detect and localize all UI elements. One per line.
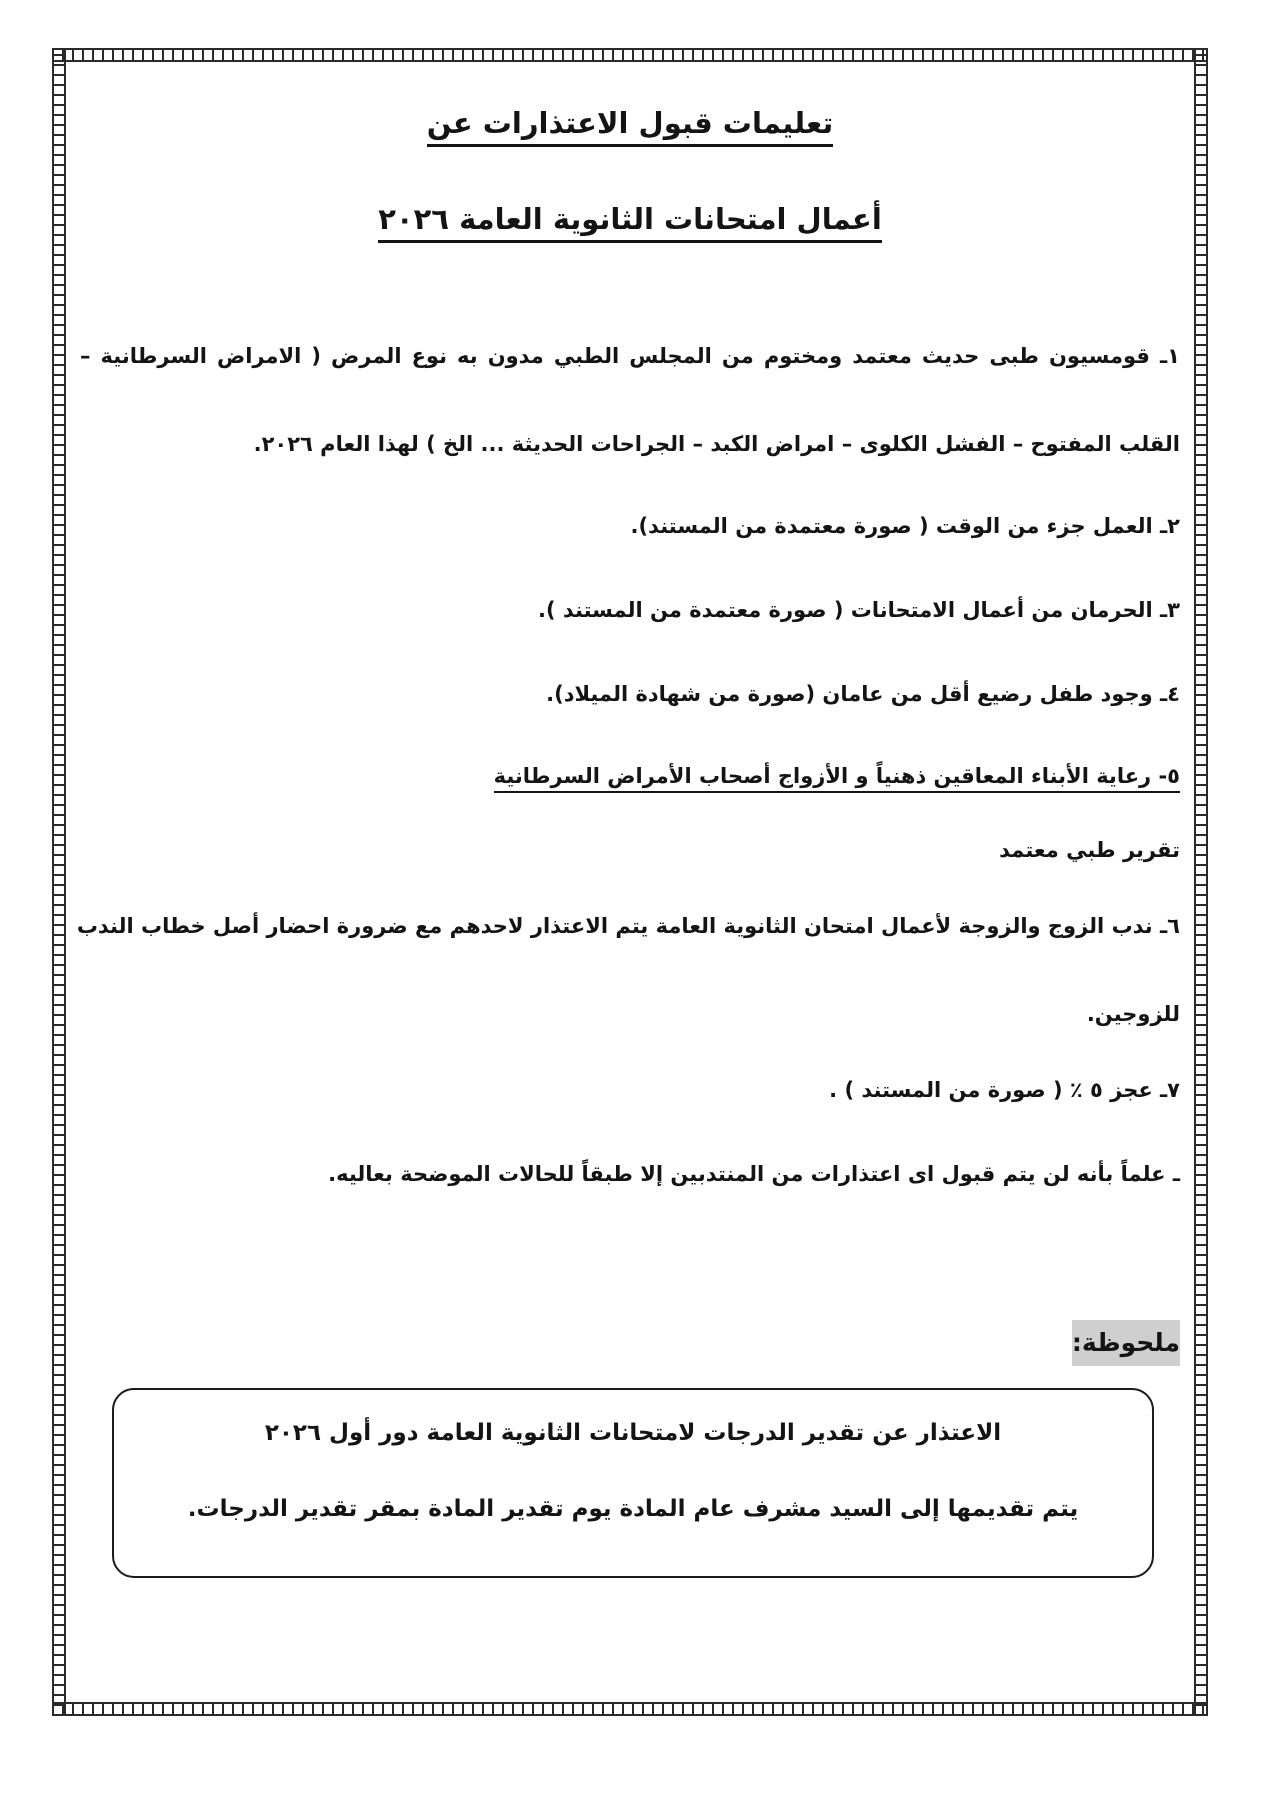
note-line-2: يتم تقديمها إلى السيد مشرف عام المادة يوم تقدير المادة بمقر تقدير الدرجات. (187, 1496, 1079, 1522)
page-border-bottom (52, 1702, 1208, 1716)
footnote: ـ علماً بأنه لن يتم قبول اى اعتذارات من المنتدبين إلا طبقاً للحالات الموضحة بعاليه. (328, 1162, 1180, 1186)
item-7: ٧ـ عجز ٥ ٪ ( صورة من المستند ) . (829, 1078, 1180, 1102)
note-line-1: الاعتذار عن تقدير الدرجات لامتحانات الثانوية العامة دور أول ٢٠٢٦ (264, 1420, 1002, 1446)
document-body (76, 62, 1180, 1702)
note-label: ملحوظة: (1072, 1320, 1180, 1366)
note-box (112, 1388, 1154, 1578)
page-border-right (1194, 48, 1208, 1716)
item-5-heading: ٥- رعاية الأبناء المعاقين ذهنياً و الأزواج أصحاب الأمراض السرطانية (494, 764, 1180, 788)
document-title-line-2: أعمال امتحانات الثانوية العامة ٢٠٢٦ (80, 202, 1180, 236)
item-6-line-1: ٦ـ ندب الزوج والزوجة لأعمال امتحان الثانوية العامة يتم الاعتذار لاحدهم مع ضرورة احضار أصل خطاب الندب (76, 914, 1180, 938)
item-5-detail: تقرير طبي معتمد (999, 838, 1180, 862)
item-4: ٤ـ وجود طفل رضيع أقل من عامان (صورة من شهادة الميلاد). (546, 682, 1180, 706)
item-1-line-1: ١ـ قومسيون طبى حديث معتمد ومختوم من المجلس الطبي مدون به نوع المرض ( الامراض السرطانية – (80, 344, 1180, 368)
item-3: ٣ـ الحرمان من أعمال الامتحانات ( صورة معتمدة من المستند ). (538, 598, 1180, 622)
item-6-line-2: للزوجين. (1086, 1002, 1180, 1026)
page-border-left (52, 48, 66, 1716)
document-title-line-1: تعليمات قبول الاعتذارات عن (80, 106, 1180, 140)
page-border-top (52, 48, 1208, 62)
item-1-line-2: القلب المفتوح – الفشل الكلوى – امراض الكبد – الجراحات الحديثة ... الخ ) لهذا العام ٢٠٢٦. (253, 432, 1180, 456)
item-2: ٢ـ العمل جزء من الوقت ( صورة معتمدة من المستند). (630, 514, 1180, 538)
